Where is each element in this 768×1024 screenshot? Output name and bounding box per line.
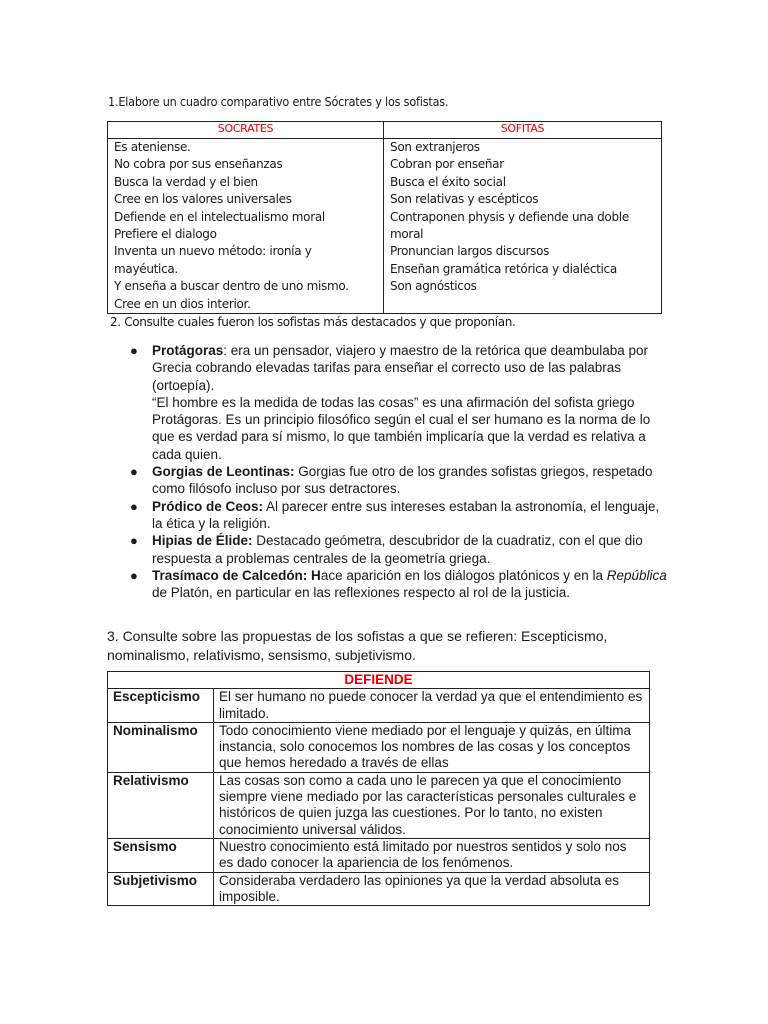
question-2-title: 2. Consulte cuales fueron los sofistas más destacados y que proponían. — [110, 315, 516, 329]
sofistas-trait: Son extranjeros — [390, 140, 480, 154]
sophist-name: Hipias de Élide: — [152, 533, 253, 549]
sofistas-trait: Busca el éxito social — [390, 174, 506, 189]
sophist-item-gorgias — [130, 463, 672, 498]
sophist-name: Pródico de Ceos: — [152, 498, 264, 514]
socrates-trait: No cobra por sus enseñanzas — [114, 157, 283, 172]
bullet-icon: ● — [130, 343, 138, 358]
sofistas-traits — [384, 139, 662, 314]
comparison-header-row — [108, 122, 662, 139]
sophist-item-prodico — [130, 498, 672, 533]
socrates-trait: Prefiere el dialogo — [114, 227, 217, 242]
bullet-icon: ● — [130, 464, 138, 480]
sophist-description-cont: de Platón, en particular en las reflexiones respecto al rol de la justicia. — [152, 585, 570, 601]
comparison-table — [107, 121, 662, 314]
sofistas-trait: Son relativas y escépticos — [390, 192, 539, 207]
sophist-description: : era un pensador, viajero y maestro de la retórica que deambulaba por Grecia cobrando elevadas tarifas para enseñar el correcto uso de las palabras (ortoepía). — [152, 343, 649, 393]
question-1-title: 1.Elabore un cuadro comparativo entre Sócrates y los sofistas. — [108, 94, 449, 109]
sophist-description: Al parecer entre sus intereses estaban la astronomía, el lenguaje, la ética y la religión. — [152, 498, 660, 531]
comparison-body-row — [108, 139, 662, 314]
sofistas-trait: Pronuncian largos discursos — [390, 244, 550, 259]
sophist-item-trasimaco — [130, 567, 672, 602]
sofistas-trait: Cobran por enseñar — [390, 157, 504, 172]
proposal-term: Subjetivismo — [108, 872, 214, 906]
sofistas-trait: moral — [390, 227, 424, 242]
proposal-term: Relativismo — [108, 772, 214, 838]
socrates-trait: Cree en un dios interior. — [114, 296, 251, 311]
proposal-description: Nuestro conocimiento está limitado por nuestros sentidos y solo nos es dado conocer la apariencia de los fenómenos. — [214, 838, 650, 872]
table-row — [108, 838, 650, 872]
sophists-list — [130, 342, 672, 601]
table-row — [108, 689, 650, 723]
bullet-icon: ● — [130, 567, 138, 583]
sophist-quote: “El hombre es la medida de todas las cosas” es una afirmación del sofista griego Protágoras. Es un principio filosófico según el cual el ser humano es la norma de lo que es verdad para sí mismo, lo que también implicaría que la verdad es relativa a cada quien. — [152, 394, 651, 462]
proposal-description: Consideraba verdadero las opiniones ya que la verdad absoluta es imposible. — [214, 872, 650, 906]
sofistas-trait: Contraponen physis y defiende una doble — [390, 209, 629, 224]
sofistas-header: SOFITAS — [384, 122, 662, 139]
sophist-description: Gorgias fue otro de los grandes sofistas griegos, respetado como filósofo incluso por sus detractores. — [152, 464, 653, 497]
socrates-trait: Busca la verdad y el bien — [114, 174, 258, 189]
sofistas-trait: Enseñan gramática retórica y dialéctica — [390, 261, 617, 276]
socrates-trait: Cree en los valores universales — [114, 192, 292, 207]
sophist-name: Trasímaco de Calcedón: H — [152, 567, 321, 583]
socrates-trait: Inventa un nuevo método: ironía y mayéutica. — [114, 244, 312, 276]
sophist-name: Gorgias de Leontinas: — [152, 464, 295, 480]
proposals-header-row — [108, 672, 650, 689]
sophist-name: Protágoras — [152, 343, 224, 358]
proposal-term: Nominalismo — [108, 722, 214, 772]
socrates-trait: Y enseña a buscar dentro de uno mismo. — [114, 279, 349, 294]
socrates-trait: Defiende en el intelectualismo moral — [114, 209, 325, 224]
proposal-term: Sensismo — [108, 838, 214, 872]
socrates-header: SOCRATES — [108, 122, 384, 139]
book-title: República — [606, 567, 667, 583]
bullet-icon: ● — [130, 533, 138, 549]
sophist-description: Destacado geómetra, descubridor de la cuadratiz, con el que dio respuesta a problemas centrales de la geometría griega. — [152, 533, 643, 566]
sophist-item-protagoras — [130, 342, 672, 463]
sophist-item-hipias — [130, 532, 672, 567]
proposal-description: Las cosas son como a cada uno le parecen ya que el conocimiento siempre viene mediado por las características personales culturales e históricos de quien juzga las cuestiones. Por lo tanto, no existen conocimiento universal válidos. — [214, 772, 650, 838]
proposal-term: Escepticismo — [108, 689, 214, 723]
bullet-icon: ● — [130, 498, 138, 514]
proposals-table — [107, 671, 650, 906]
socrates-traits — [108, 139, 384, 314]
table-row — [108, 872, 650, 906]
sofistas-trait: Son agnósticos — [390, 279, 477, 294]
sophist-description: ace aparición en los diálogos platónicos y en la — [320, 567, 607, 583]
defiende-header: DEFIENDE — [108, 672, 650, 689]
table-row — [108, 772, 650, 838]
proposal-description: Todo conocimiento viene mediado por el lenguaje y quizás, en última instancia, solo conocemos los nombres de las cosas y los conceptos que hemos heredado a través de ellas — [214, 722, 650, 772]
proposal-description: El ser humano no puede conocer la verdad ya que el entendimiento es limitado. — [214, 689, 650, 723]
table-row — [108, 722, 650, 772]
socrates-trait: Es ateniense. — [114, 140, 191, 154]
question-3-title: 3. Consulte sobre las propuestas de los sofistas a que se refieren: Escepticismo, nominalismo, relativismo, sensismo, subjetivismo. — [107, 628, 608, 663]
